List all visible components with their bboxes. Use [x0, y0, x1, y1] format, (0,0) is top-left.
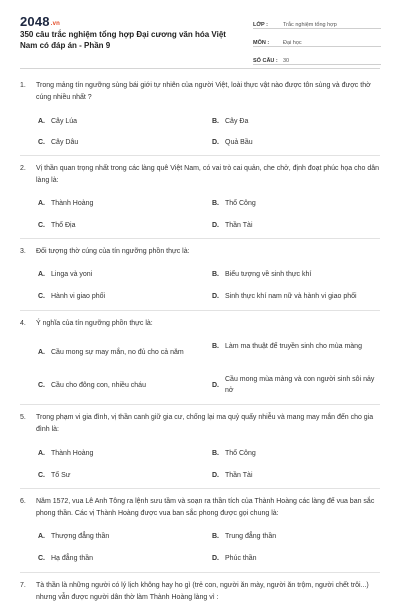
option-4d[interactable]: D. Cầu mong mùa màng và con người sinh sôi nảy nở [212, 376, 375, 394]
option-2b[interactable]: B. Thổ Công [212, 200, 256, 207]
option-5c[interactable]: C. Tổ Sư [38, 472, 71, 479]
meta-value: Đại học [283, 40, 302, 46]
meta-value: 30 [283, 58, 290, 64]
option-1d[interactable]: D. Quả Bầu [212, 139, 253, 146]
option-5a[interactable]: A. Thành Hoàng [38, 450, 94, 457]
question-number: 1. [20, 82, 26, 89]
meta-subject-row [253, 32, 381, 47]
question-7 [20, 580, 380, 604]
option-3b[interactable]: B. Biểu tượng về sinh thực khí [212, 271, 312, 278]
option-6a[interactable]: A. Thượng đẳng thần [38, 533, 110, 540]
question-number: 5. [20, 414, 26, 421]
option-6b[interactable]: B. Trung đẳng thần [212, 533, 277, 540]
document-meta [253, 14, 381, 68]
meta-label: MÔN : [253, 40, 270, 46]
document-title: 350 câu trắc nghiệm tổng hợp Đại cương văn hóa Việt Nam có đáp án - Phần 9 [20, 30, 226, 50]
question-divider [20, 238, 380, 239]
option-5b[interactable]: B. Thổ Công [212, 450, 256, 457]
meta-value: Trắc nghiệm tổng hợp [283, 22, 337, 28]
question-divider [20, 404, 380, 405]
question-text: Trong phạm vi gia đình, vị thần canh giữ gia cư, chống lại ma quỷ quấy nhiễu và mang may mắn đến cho gia đình là: [36, 414, 374, 433]
question-4 [20, 318, 380, 330]
option-2c[interactable]: C. Thổ Địa [38, 222, 76, 229]
question-divider [20, 155, 380, 156]
question-text: Năm 1572, vua Lê Anh Tông ra lệnh sưu tầm và soạn ra thần tích của Thành Hoàng các làng để vua ban sắc phong thần. Các vị Thành Hoàng được vua ban sắc phong được gọi chung là: [36, 498, 375, 517]
question-number: 3. [20, 248, 26, 255]
question-text: Tà thần là những người có lý lịch không hay ho gì (trẻ con, người ăn mày, người ăn trộm, người chết trôi...) nhưng vẫn được người dân thờ làm Thành Hoàng làng vì : [36, 582, 369, 601]
option-2a[interactable]: A. Thành Hoàng [38, 200, 94, 207]
question-2 [20, 163, 380, 187]
question-number: 2. [20, 165, 26, 172]
meta-label: LỚP : [253, 22, 268, 28]
question-divider [20, 572, 380, 573]
meta-count-row [253, 50, 381, 65]
question-divider [20, 310, 380, 311]
option-3d[interactable]: D. Sinh thực khí nam nữ và hành vi giao phối [212, 293, 357, 300]
question-6 [20, 496, 380, 520]
question-text: Trong mảng tín ngưỡng sùng bái giới tự nhiên của người Việt, loài thực vật nào được tôn sùng và được thờ cúng nhiều nhất ? [36, 82, 371, 101]
option-6c[interactable]: C. Hạ đẳng thần [38, 555, 94, 562]
question-number: 7. [20, 582, 26, 589]
meta-label: SỐ CÂU : [253, 58, 278, 64]
header-divider [20, 68, 380, 69]
site-logo[interactable]: 2048.vn [20, 14, 61, 29]
option-1c[interactable]: C. Cây Dâu [38, 139, 79, 146]
option-2d[interactable]: D. Thần Tài [212, 222, 253, 229]
question-text: Ý nghĩa của tín ngưỡng phồn thực là: [36, 320, 153, 327]
option-6d[interactable]: D. Phúc thần [212, 555, 257, 562]
question-divider [20, 488, 380, 489]
question-number: 4. [20, 320, 26, 327]
question-5 [20, 412, 380, 436]
option-4c[interactable]: C. Cầu cho đông con, nhiều cháu [38, 382, 146, 389]
option-3a[interactable]: A. Linga và yoni [38, 271, 93, 278]
option-1a[interactable]: A. Cây Lúa [38, 118, 78, 125]
question-text: Vị thần quan trọng nhất trong các làng quê Việt Nam, có vai trò cai quản, che chở, định đoạt phúc họa cho dân làng là: [36, 165, 380, 184]
option-5d[interactable]: D. Thần Tài [212, 472, 253, 479]
question-number: 6. [20, 498, 26, 505]
question-1 [20, 80, 380, 104]
question-3 [20, 246, 380, 258]
meta-class-row [253, 14, 381, 29]
option-4b[interactable]: B. Làm ma thuật để truyền sinh cho mùa màng [212, 343, 362, 350]
question-text: Đối tượng thờ cúng của tín ngưỡng phồn thực là: [36, 248, 190, 255]
option-4a[interactable]: A. Cầu mong sự may mắn, no đủ cho cả năm [38, 349, 184, 356]
option-3c[interactable]: C. Hành vi giao phối [38, 293, 106, 300]
option-1b[interactable]: B. Cây Đa [212, 118, 249, 125]
